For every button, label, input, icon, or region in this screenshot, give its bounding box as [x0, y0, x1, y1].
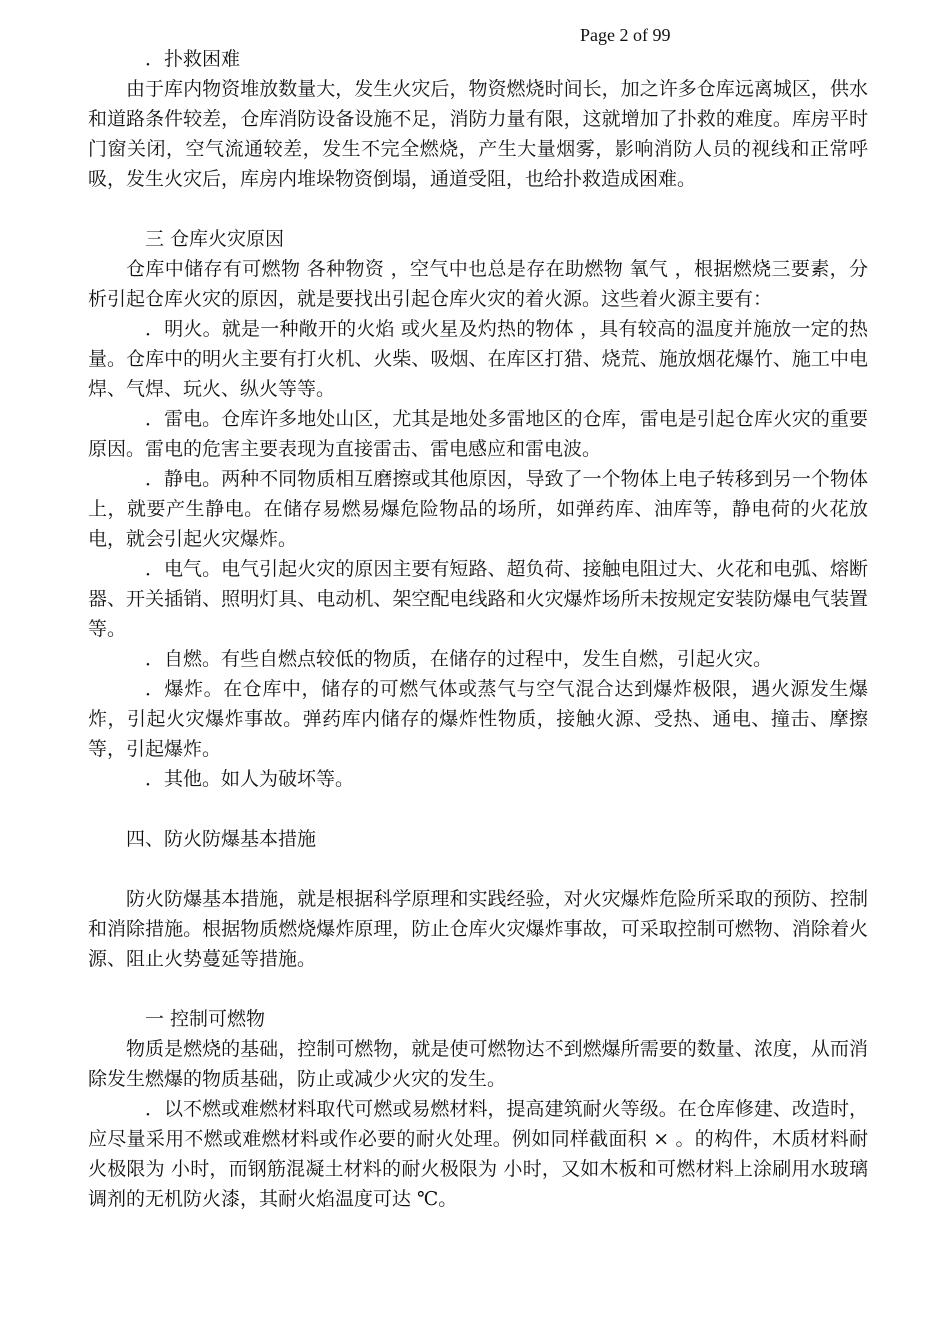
page-number: Page 2 of 99: [580, 25, 671, 45]
list-item-electrical: ．电气。电气引起火灾的原因主要有短路、超负荷、接触电阻过大、火花和电弧、熔断器、开关插销、照明灯具、电动机、架空配电线路和火灾爆炸场所未按规定安装防爆电气装置等。: [88, 558, 868, 640]
list-item-static: ．静电。两种不同物质相互磨擦或其他原因，导致了一个物体上电子转移到另一个物体上，就要产生静电。在储存易燃易爆危险物品的场所，如弹药库、油库等，静电荷的火花放电，就会引起火灾爆炸。: [88, 468, 868, 550]
list-item-materials: ．以不燃或难燃材料取代可燃或易燃材料，提高建筑耐火等级。在仓库修建、改造时，应尽量采用不燃或难燃材料或作必要的耐火处理。例如同样截面积 × 。的构件，木质材料耐火极限为 小时，而钢筋混凝土材料的耐火极限为 小时，又如木板和可燃材料上涂刷用水玻璃调剂的无机防火漆，其耐火焰温度可达 ℃。: [88, 1098, 868, 1210]
section-heading-fire-causes: 三 仓库火灾原因: [145, 228, 285, 250]
list-item-open-fire: ．明火。就是一种敞开的火焰 或火星及灼热的物体 ，具有较高的温度并施放一定的热量。仓库中的明火主要有打火机、火柴、吸烟、在库区打猎、烧荒、施放烟花爆竹、施工中电焊、气焊、玩火、纵火等等。: [88, 318, 868, 400]
paragraph: 仓库中储存有可燃物 各种物资 ，空气中也总是存在助燃物 氧气 ，根据燃烧三要素，分析引起仓库火灾的原因，就是要找出引起仓库火灾的着火源。这些着火源主要有：: [88, 258, 868, 310]
list-item-explosion: ．爆炸。在仓库中，储存的可燃气体或蒸气与空气混合达到爆炸极限，遇火源发生爆炸，引起火灾爆炸事故。弹药库内储存的爆炸性物质，接触火源、受热、通电、撞击、摩擦等，引起爆炸。: [88, 678, 868, 760]
list-item-other: ．其他。如人为破坏等。: [145, 768, 355, 790]
document-body: [88, 44, 868, 1214]
paragraph: 由于库内物资堆放数量大，发生火灾后，物资燃烧时间长，加之许多仓库远离城区，供水和道路条件较差，仓库消防设备设施不足，消防力量有限，这就增加了扑救的难度。库房平时门窗关闭，空气流通较差，发生不完全燃烧，产生大量烟雾，影响消防人员的视线和正常呼吸，发生火灾后，库房内堆垛物资倒塌，通道受阻，也给扑救造成困难。: [88, 78, 868, 190]
list-item-spontaneous: ．自燃。有些自燃点较低的物质，在储存的过程中，发生自燃，引起火灾。: [145, 648, 773, 670]
list-item-lightning: ．雷电。仓库许多地处山区，尤其是地处多雷地区的仓库，雷电是引起仓库火灾的重要原因。雷电的危害主要表现为直接雷击、雷电感应和雷电波。: [88, 408, 868, 460]
section-heading-prevention: 四、防火防爆基本措施: [126, 828, 317, 850]
paragraph: 物质是燃烧的基础，控制可燃物，就是使可燃物达不到燃爆所需要的数量、浓度，从而消除发生燃爆的物质基础，防止或减少火灾的发生。: [88, 1038, 868, 1090]
subsection-heading-combustibles: 一 控制可燃物: [145, 1008, 266, 1030]
subheading-firefighting-difficulty: ．扑救困难: [145, 48, 241, 70]
paragraph: 防火防爆基本措施，就是根据科学原理和实践经验，对火灾爆炸危险所采取的预防、控制和消除措施。根据物质燃烧爆炸原理，防止仓库火灾爆炸事故，可采取控制可燃物、消除着火源、阻止火势蔓延等措施。: [88, 888, 868, 970]
